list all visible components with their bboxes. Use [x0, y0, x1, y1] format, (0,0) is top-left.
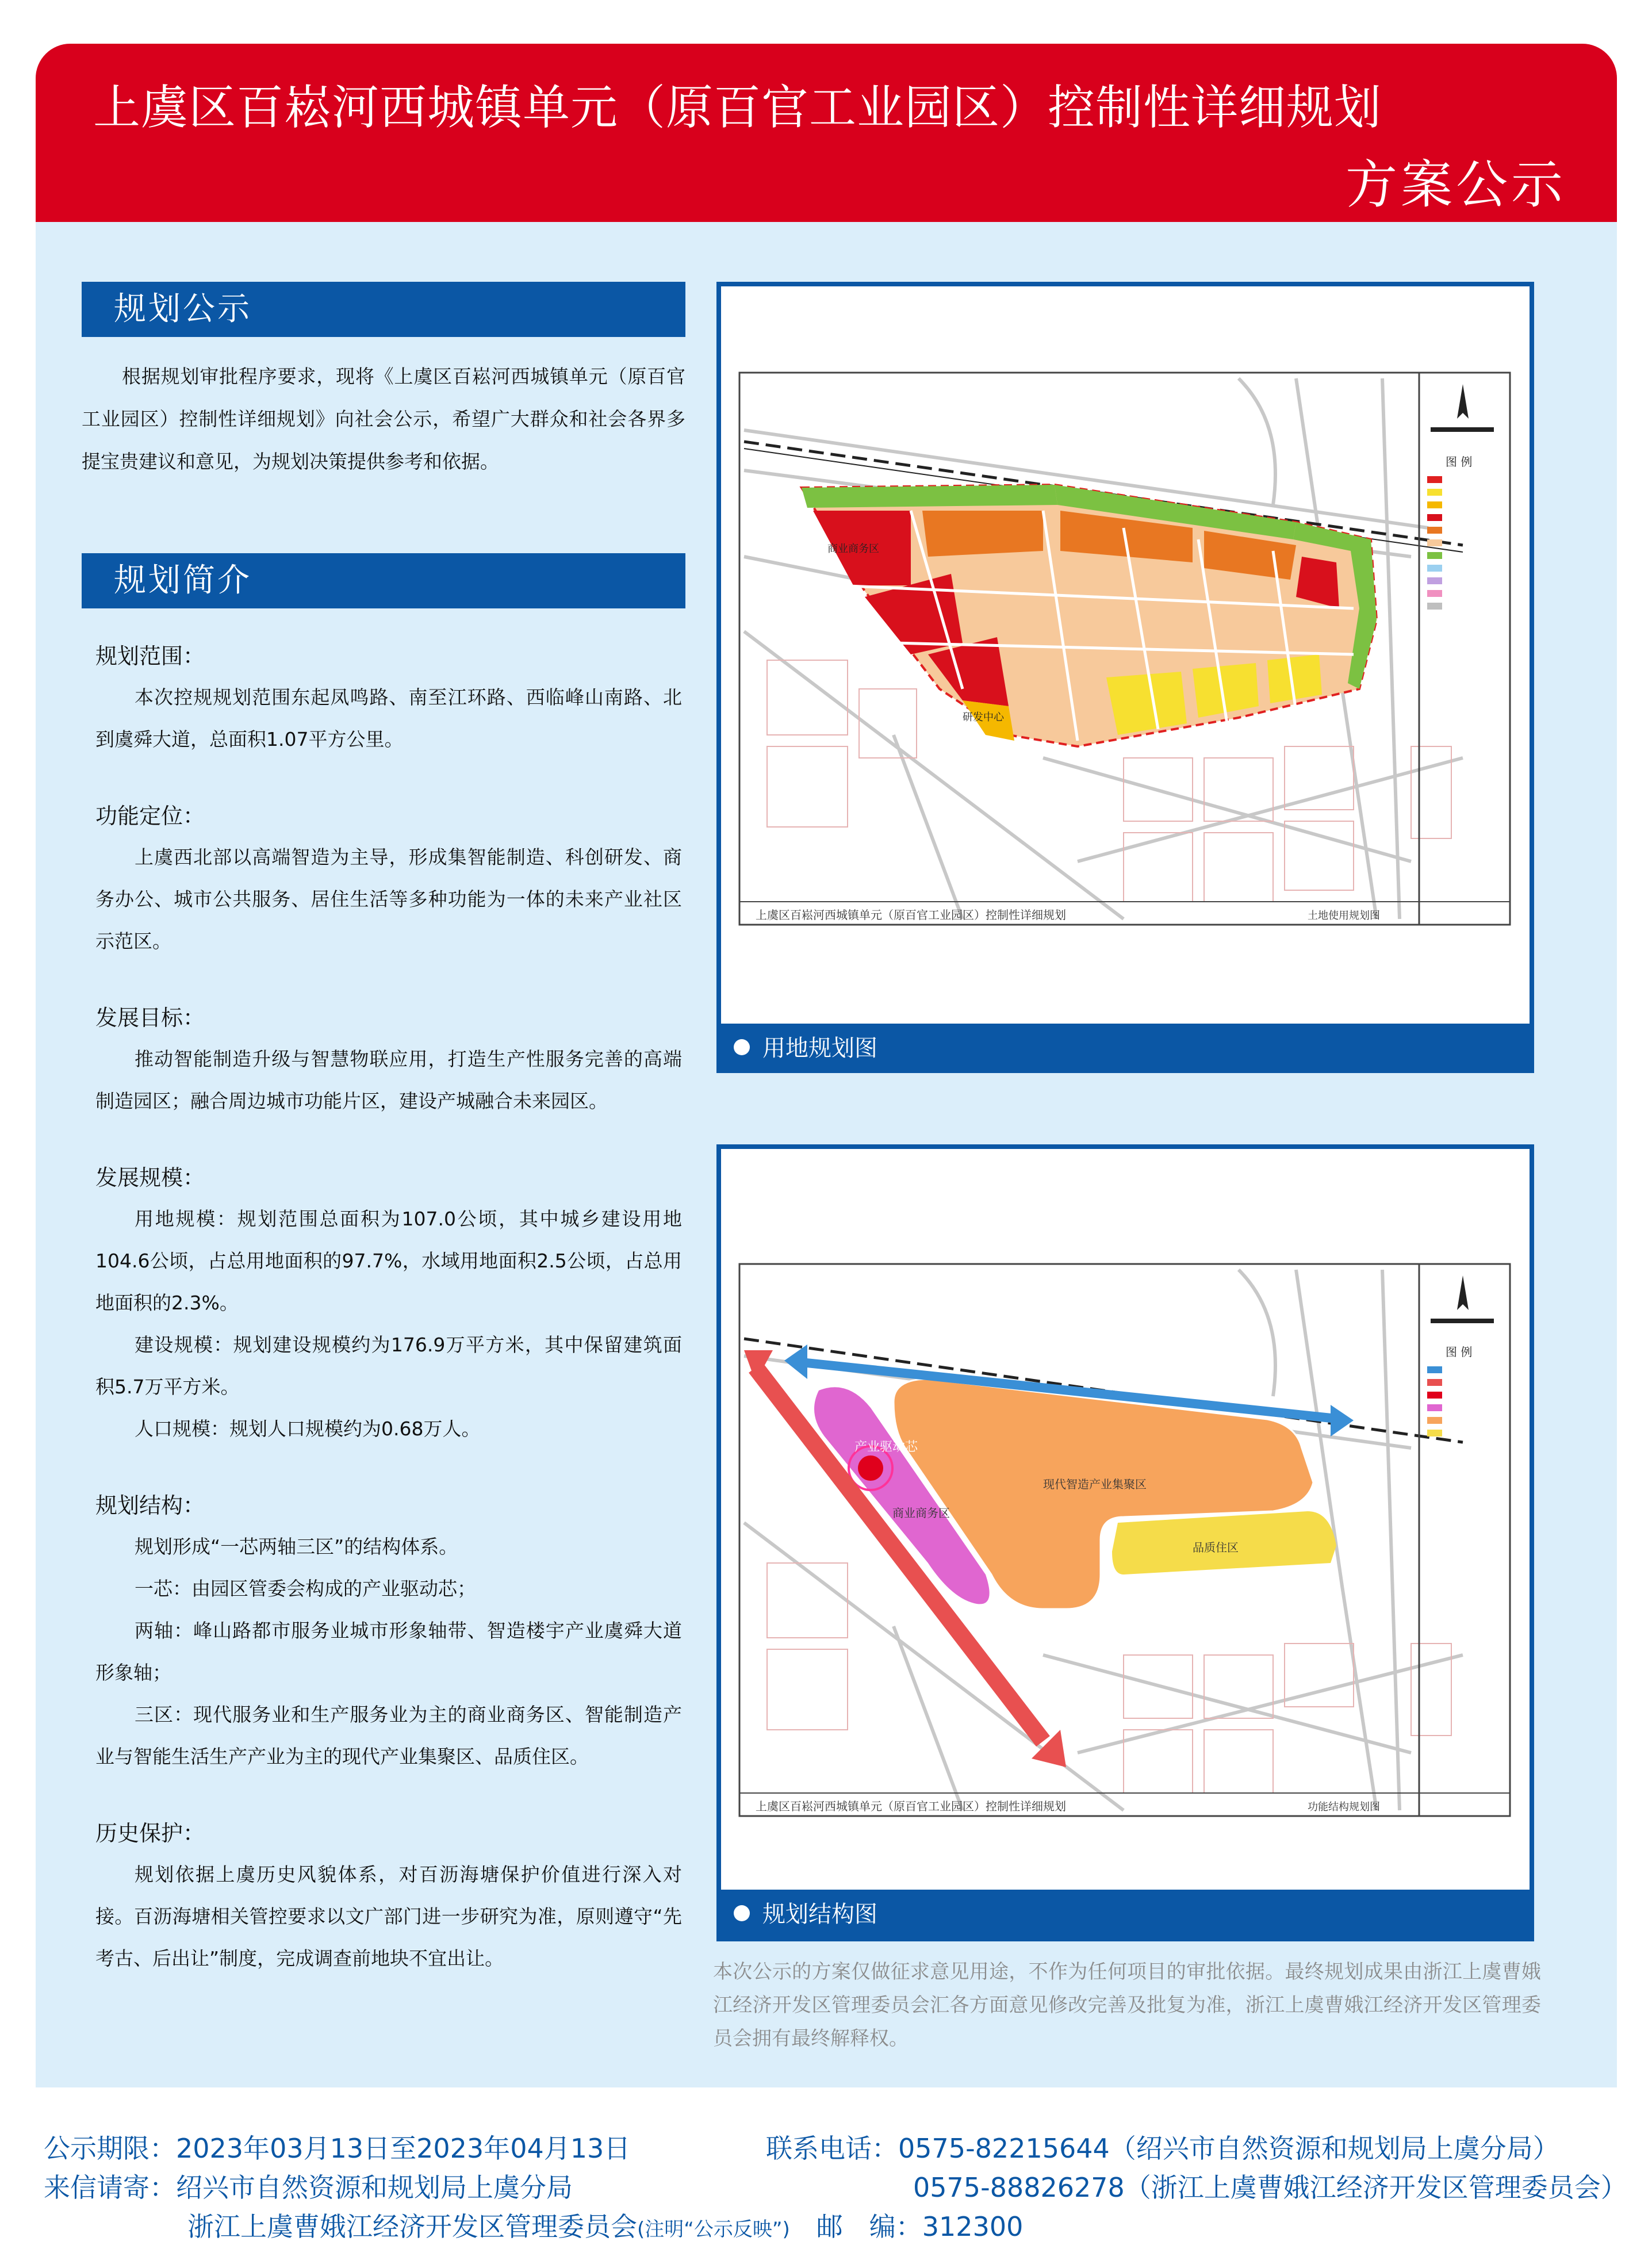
- structure-map-drawing: [721, 1149, 1530, 1937]
- land-use-map-caption: 用地规划图: [716, 1024, 1534, 1073]
- scale-build: 建设规模：规划建设规模约为176.9万平方米，其中保留建筑面积5.7万平方米。: [95, 1334, 682, 1398]
- intro-heading: 规划简介: [82, 553, 685, 608]
- bullet-icon: [734, 1905, 750, 1921]
- map1-label-commerce: 商业商务区: [827, 543, 879, 555]
- page-subtitle: 方案公示: [1346, 155, 1566, 215]
- structure-map: [716, 1144, 1534, 1941]
- history-title: 历史保护：: [95, 1821, 205, 1846]
- structure-map-caption: 规划结构图: [716, 1890, 1534, 1939]
- footer-phone: 联系电话：0575-82215644（绍兴市自然资源和规划局上虞分局）: [766, 2133, 1559, 2164]
- legend-title: 图 例: [1446, 1345, 1473, 1359]
- structure-title: 规划结构：: [95, 1493, 205, 1518]
- scale-title: 发展规模：: [95, 1165, 205, 1190]
- map1-label-rd: 研发中心: [963, 711, 1004, 723]
- zone-residential-label: 品质住区: [1193, 1541, 1239, 1554]
- goal-text: 推动智能制造升级与智慧物联应用，打造生产性服务完善的高端制造园区；融合周边城市功能片区，建设产城融合未来园区。: [95, 1048, 682, 1112]
- intro-body: [95, 636, 682, 1979]
- zone-industry-label: 现代智造产业集聚区: [1043, 1477, 1147, 1491]
- footer-mail2: 浙江上虞曹娥江经济开发区管理委员会(注明“公示反映”) 邮 编：312300: [187, 2211, 1024, 2242]
- history-text: 规划依据上虞历史风貌体系，对百沥海塘保护价值进行深入对接。百沥海塘相关管控要求以文广部门进一步研究为准，原则遵守“先考古、后出让”制度，完成调查前地块不宜出让。: [95, 1863, 682, 1970]
- zone-core-label: 产业驱动芯: [854, 1440, 918, 1454]
- scale-pop: 人口规模：规划人口规模约为0.68万人。: [135, 1418, 481, 1440]
- zone-commerce-label: 商业商务区: [892, 1506, 950, 1520]
- scale-land: 用地规模：规划范围总面积为107.0公顷，其中城乡建设用地104.6公顷，占总用地面积的97.7%，水域用地面积2.5公顷，占总用地面积的2.3%。: [95, 1208, 682, 1314]
- footer-phone2: 0575-88826278（浙江上虞曹娥江经济开发区管理委员会）: [913, 2172, 1627, 2203]
- map1-plan-type: 土地使用规划图: [1308, 910, 1380, 922]
- map2-plan-type: 功能结构规划图: [1308, 1801, 1380, 1813]
- disclaimer: 本次公示的方案仅做征求意见用途，不作为任何项目的审批依据。最终规划成果由浙江上虞曹娥江经济开发区管理委员会汇各方面意见修改完善及批复为准，浙江上虞曹娥江经济开发区管理委员会拥有最终解释权。: [713, 1960, 1541, 2050]
- structure-2: 一芯：由园区管委会构成的产业驱动芯；: [135, 1577, 476, 1600]
- land-use-map-drawing: [721, 286, 1530, 1042]
- bullet-icon: [734, 1039, 750, 1055]
- function-title: 功能定位：: [95, 803, 205, 829]
- scope-text: 本次控规规划范围东起凤鸣路、南至江环路、西临峰山南路、北到虞舜大道，总面积1.07平方公里。: [95, 686, 682, 750]
- header-banner: [36, 44, 1617, 222]
- structure-4: 三区：现代服务业和生产服务业为主的商业商务区、智能制造产业与智能生活生产产业为主的现代产业集聚区、品质住区。: [95, 1703, 682, 1768]
- notice-body: 根据规划审批程序要求，现将《上虞区百崧河西城镇单元（原百官工业园区）控制性详细规划》向社会公示，希望广大群众和社会各界多提宝贵建议和意见，为规划决策提供参考和依据。: [82, 365, 685, 473]
- structure-1: 规划形成“一芯两轴三区”的结构体系。: [135, 1535, 458, 1558]
- map2-plan-name: 上虞区百崧河西城镇单元（原百官工业园区）控制性详细规划: [756, 1799, 1066, 1813]
- page-title: 上虞区百崧河西城镇单元（原百官工业园区）控制性详细规划: [93, 81, 1382, 135]
- structure-3: 两轴：峰山路都市服务业城市形象轴带、智造楼宇产业虞舜大道形象轴；: [95, 1619, 682, 1684]
- footer-period: 公示期限：2023年03月13日至2023年04月13日: [44, 2133, 631, 2164]
- land-use-map: [716, 282, 1534, 1047]
- footer-mail: 来信请寄：绍兴市自然资源和规划局上虞分局: [44, 2172, 573, 2203]
- notice-heading: 规划公示: [82, 282, 685, 337]
- legend-title: 图 例: [1446, 455, 1473, 469]
- map1-plan-name: 上虞区百崧河西城镇单元（原百官工业园区）控制性详细规划: [756, 908, 1066, 922]
- function-text: 上虞西北部以高端智造为主导，形成集智能制造、科创研发、商务办公、城市公共服务、居住生活等多种功能为一体的未来产业社区示范区。: [95, 846, 682, 952]
- goal-title: 发展目标：: [95, 1005, 205, 1031]
- scope-title: 规划范围：: [95, 643, 205, 669]
